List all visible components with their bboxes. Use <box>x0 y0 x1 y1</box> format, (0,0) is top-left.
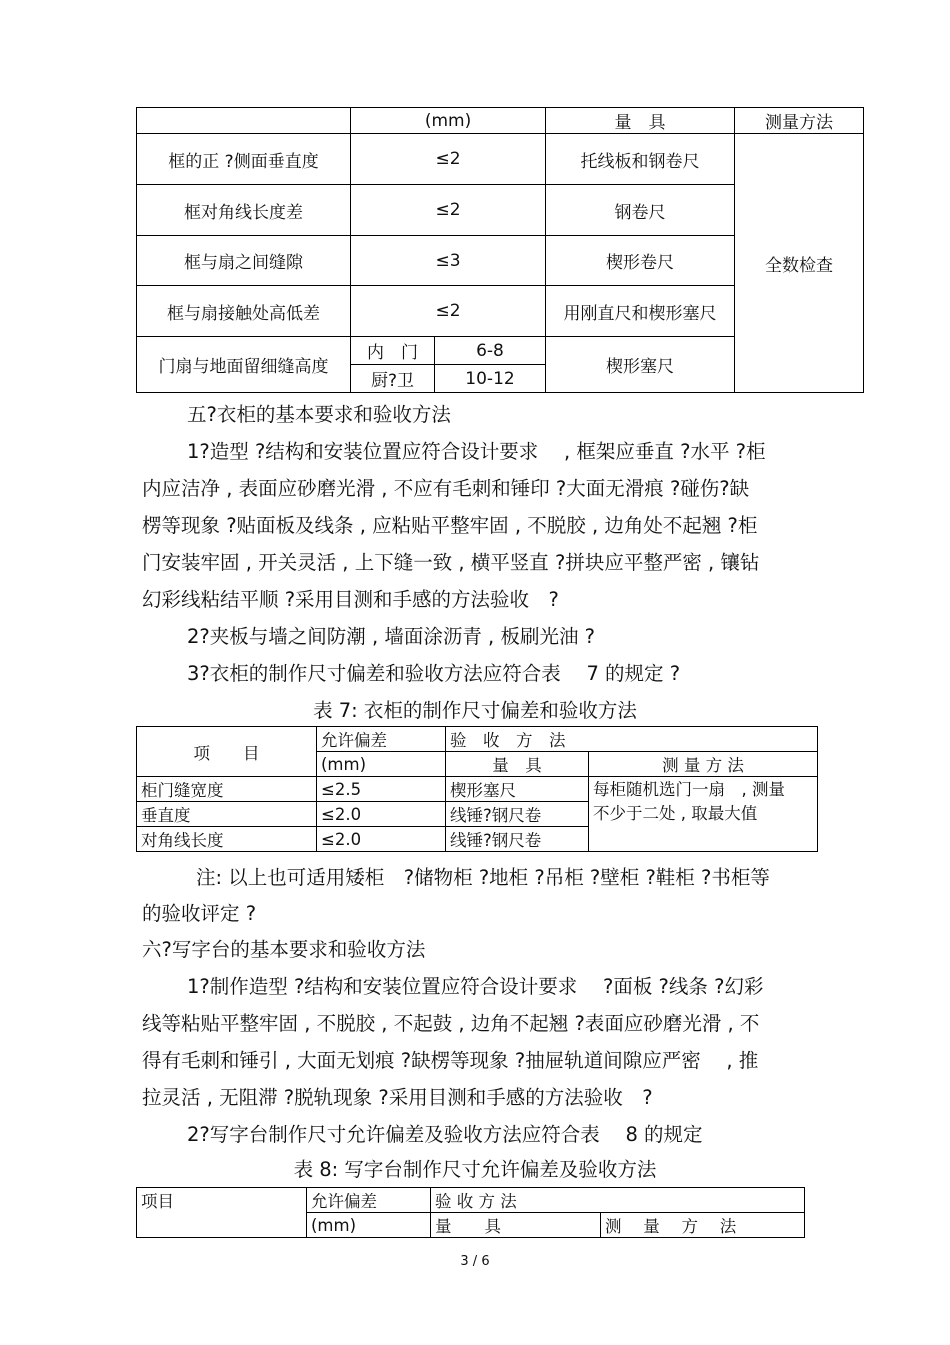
table-8-caption: 表 8: 写字台制作尺寸允许偏差及验收方法 <box>293 1158 657 1181</box>
header-tool: 量 具 <box>446 752 589 777</box>
row-tool: 楔形塞尺 <box>446 777 589 802</box>
section-6-heading: 六?写字台的基本要求和验收方法 <box>142 938 426 961</box>
header-measure: 测 量 方 法 <box>589 752 818 777</box>
row-item: 框与扇接触处高低差 <box>137 286 351 337</box>
desk-tolerance-table <box>136 1187 805 1238</box>
row-tolerance: ≤2 <box>351 286 546 337</box>
row-tolerance: ≤2.5 <box>317 777 446 802</box>
row-tool: 线锤?钢尺卷 <box>446 827 589 852</box>
paragraph-line: 内应洁净 , 表面应砂磨光滑 , 不应有毛刺和锤印 ?大面无滑痕 ?碰伤?缺 <box>142 477 750 500</box>
row-tolerance: ≤2.0 <box>317 827 446 852</box>
header-tolerance-unit: (mm) <box>351 108 546 134</box>
header-tolerance: 允许偏差 <box>317 727 446 752</box>
row-tolerance: ≤2 <box>351 134 546 185</box>
header-item: 项 目 <box>137 727 317 777</box>
header-tool: 量 具 <box>546 108 735 134</box>
header-tolerance: 允许偏差 <box>307 1188 431 1213</box>
header-measure: 测 量 方 法 <box>601 1213 805 1238</box>
row-item: 垂直度 <box>137 802 317 827</box>
header-method: 测量方法 <box>735 108 864 134</box>
measure-line: 不少于二处 , 取最大值 <box>593 804 758 823</box>
row-tool: 托线板和钢卷尺 <box>546 134 735 185</box>
row-tool: 钢卷尺 <box>546 185 735 236</box>
paragraph-line: 1?造型 ?结构和安装位置应符合设计要求 , 框架应垂直 ?水平 ?柜 <box>187 440 766 463</box>
header-blank <box>137 108 351 134</box>
header-method: 验 收 方 法 <box>431 1188 805 1213</box>
paragraph-line: 2?夹板与墙之间防潮 , 墙面涂沥青 , 板刷光油 ? <box>187 625 595 648</box>
table-7-caption: 表 7: 衣柜的制作尺寸偏差和验收方法 <box>313 699 637 722</box>
measure-cell <box>589 777 818 852</box>
gap-row-tool: 楔形塞尺 <box>546 337 735 393</box>
row-tolerance: ≤3 <box>351 236 546 286</box>
row-item: 框对角线长度差 <box>137 185 351 236</box>
door-tolerance-table <box>136 107 864 393</box>
paragraph-line: 2?写字台制作尺寸允许偏差及验收方法应符合表 8 的规定 <box>187 1123 703 1146</box>
header-tolerance-unit: (mm) <box>307 1213 431 1238</box>
paragraph-line: 门安装牢固 , 开关灵活 , 上下缝一致 , 横平竖直 ?拼块应平整严密 , 镶钻 <box>142 551 760 574</box>
row-tolerance: ≤2.0 <box>317 802 446 827</box>
row-item: 框与扇之间缝隙 <box>137 236 351 286</box>
header-tool: 量 具 <box>431 1213 601 1238</box>
gap-subitem-value: 6-8 <box>435 337 546 365</box>
paragraph-line: 线等粘贴平整牢固 , 不脱胶 , 不起鼓 , 边角不起翘 ?表面应砂磨光滑 , 不 <box>142 1012 760 1035</box>
note-line: 的验收评定 ? <box>142 902 257 925</box>
measure-line: 每柜随机选门一扇 , 测量 <box>593 780 785 799</box>
paragraph-line: 幻彩线粘结平顺 ?采用目测和手感的方法验收 ? <box>142 588 559 611</box>
row-item: 柜门缝宽度 <box>137 777 317 802</box>
paragraph-line: 拉灵活 , 无阻滞 ?脱轨现象 ?采用目测和手感的方法验收 ? <box>142 1086 653 1109</box>
paragraph-line: 得有毛刺和锤引 , 大面无划痕 ?缺楞等现象 ?抽屉轨道间隙应严密 , 推 <box>142 1049 759 1072</box>
section-5-heading: 五?衣柜的基本要求和验收方法 <box>187 403 451 426</box>
paragraph-line: 楞等现象 ?贴面板及线条 , 应粘贴平整牢固 , 不脱胶 , 边角处不起翘 ?柜 <box>142 514 758 537</box>
gap-subitem-value: 10-12 <box>435 365 546 393</box>
gap-subitem-label: 厨?卫 <box>351 365 435 393</box>
header-method: 验 收 方 法 <box>446 727 818 752</box>
row-item: 对角线长度 <box>137 827 317 852</box>
header-item: 项目 <box>137 1188 307 1238</box>
paragraph-line: 1?制作造型 ?结构和安装位置应符合设计要求 ?面板 ?线条 ?幻彩 <box>187 975 764 998</box>
row-tolerance: ≤2 <box>351 185 546 236</box>
gap-row-item: 门扇与地面留细缝高度 <box>137 337 351 393</box>
method-cell: 全数检查 <box>735 134 864 393</box>
row-tool: 线锤?钢尺卷 <box>446 802 589 827</box>
row-tool: 楔形卷尺 <box>546 236 735 286</box>
header-tolerance-unit: (mm) <box>317 752 446 777</box>
paragraph-line: 3?衣柜的制作尺寸偏差和验收方法应符合表 7 的规定 ? <box>187 662 681 685</box>
row-item: 框的正 ?侧面垂直度 <box>137 134 351 185</box>
note-line: 注: 以上也可适用矮柜 ?储物柜 ?地柜 ?吊柜 ?壁柜 ?鞋柜 ?书柜等 <box>196 866 770 889</box>
page-number: 3 / 6 <box>460 1254 490 1269</box>
gap-subitem-label: 内 门 <box>351 337 435 365</box>
wardrobe-tolerance-table <box>136 726 818 852</box>
row-tool: 用刚直尺和楔形塞尺 <box>546 286 735 337</box>
